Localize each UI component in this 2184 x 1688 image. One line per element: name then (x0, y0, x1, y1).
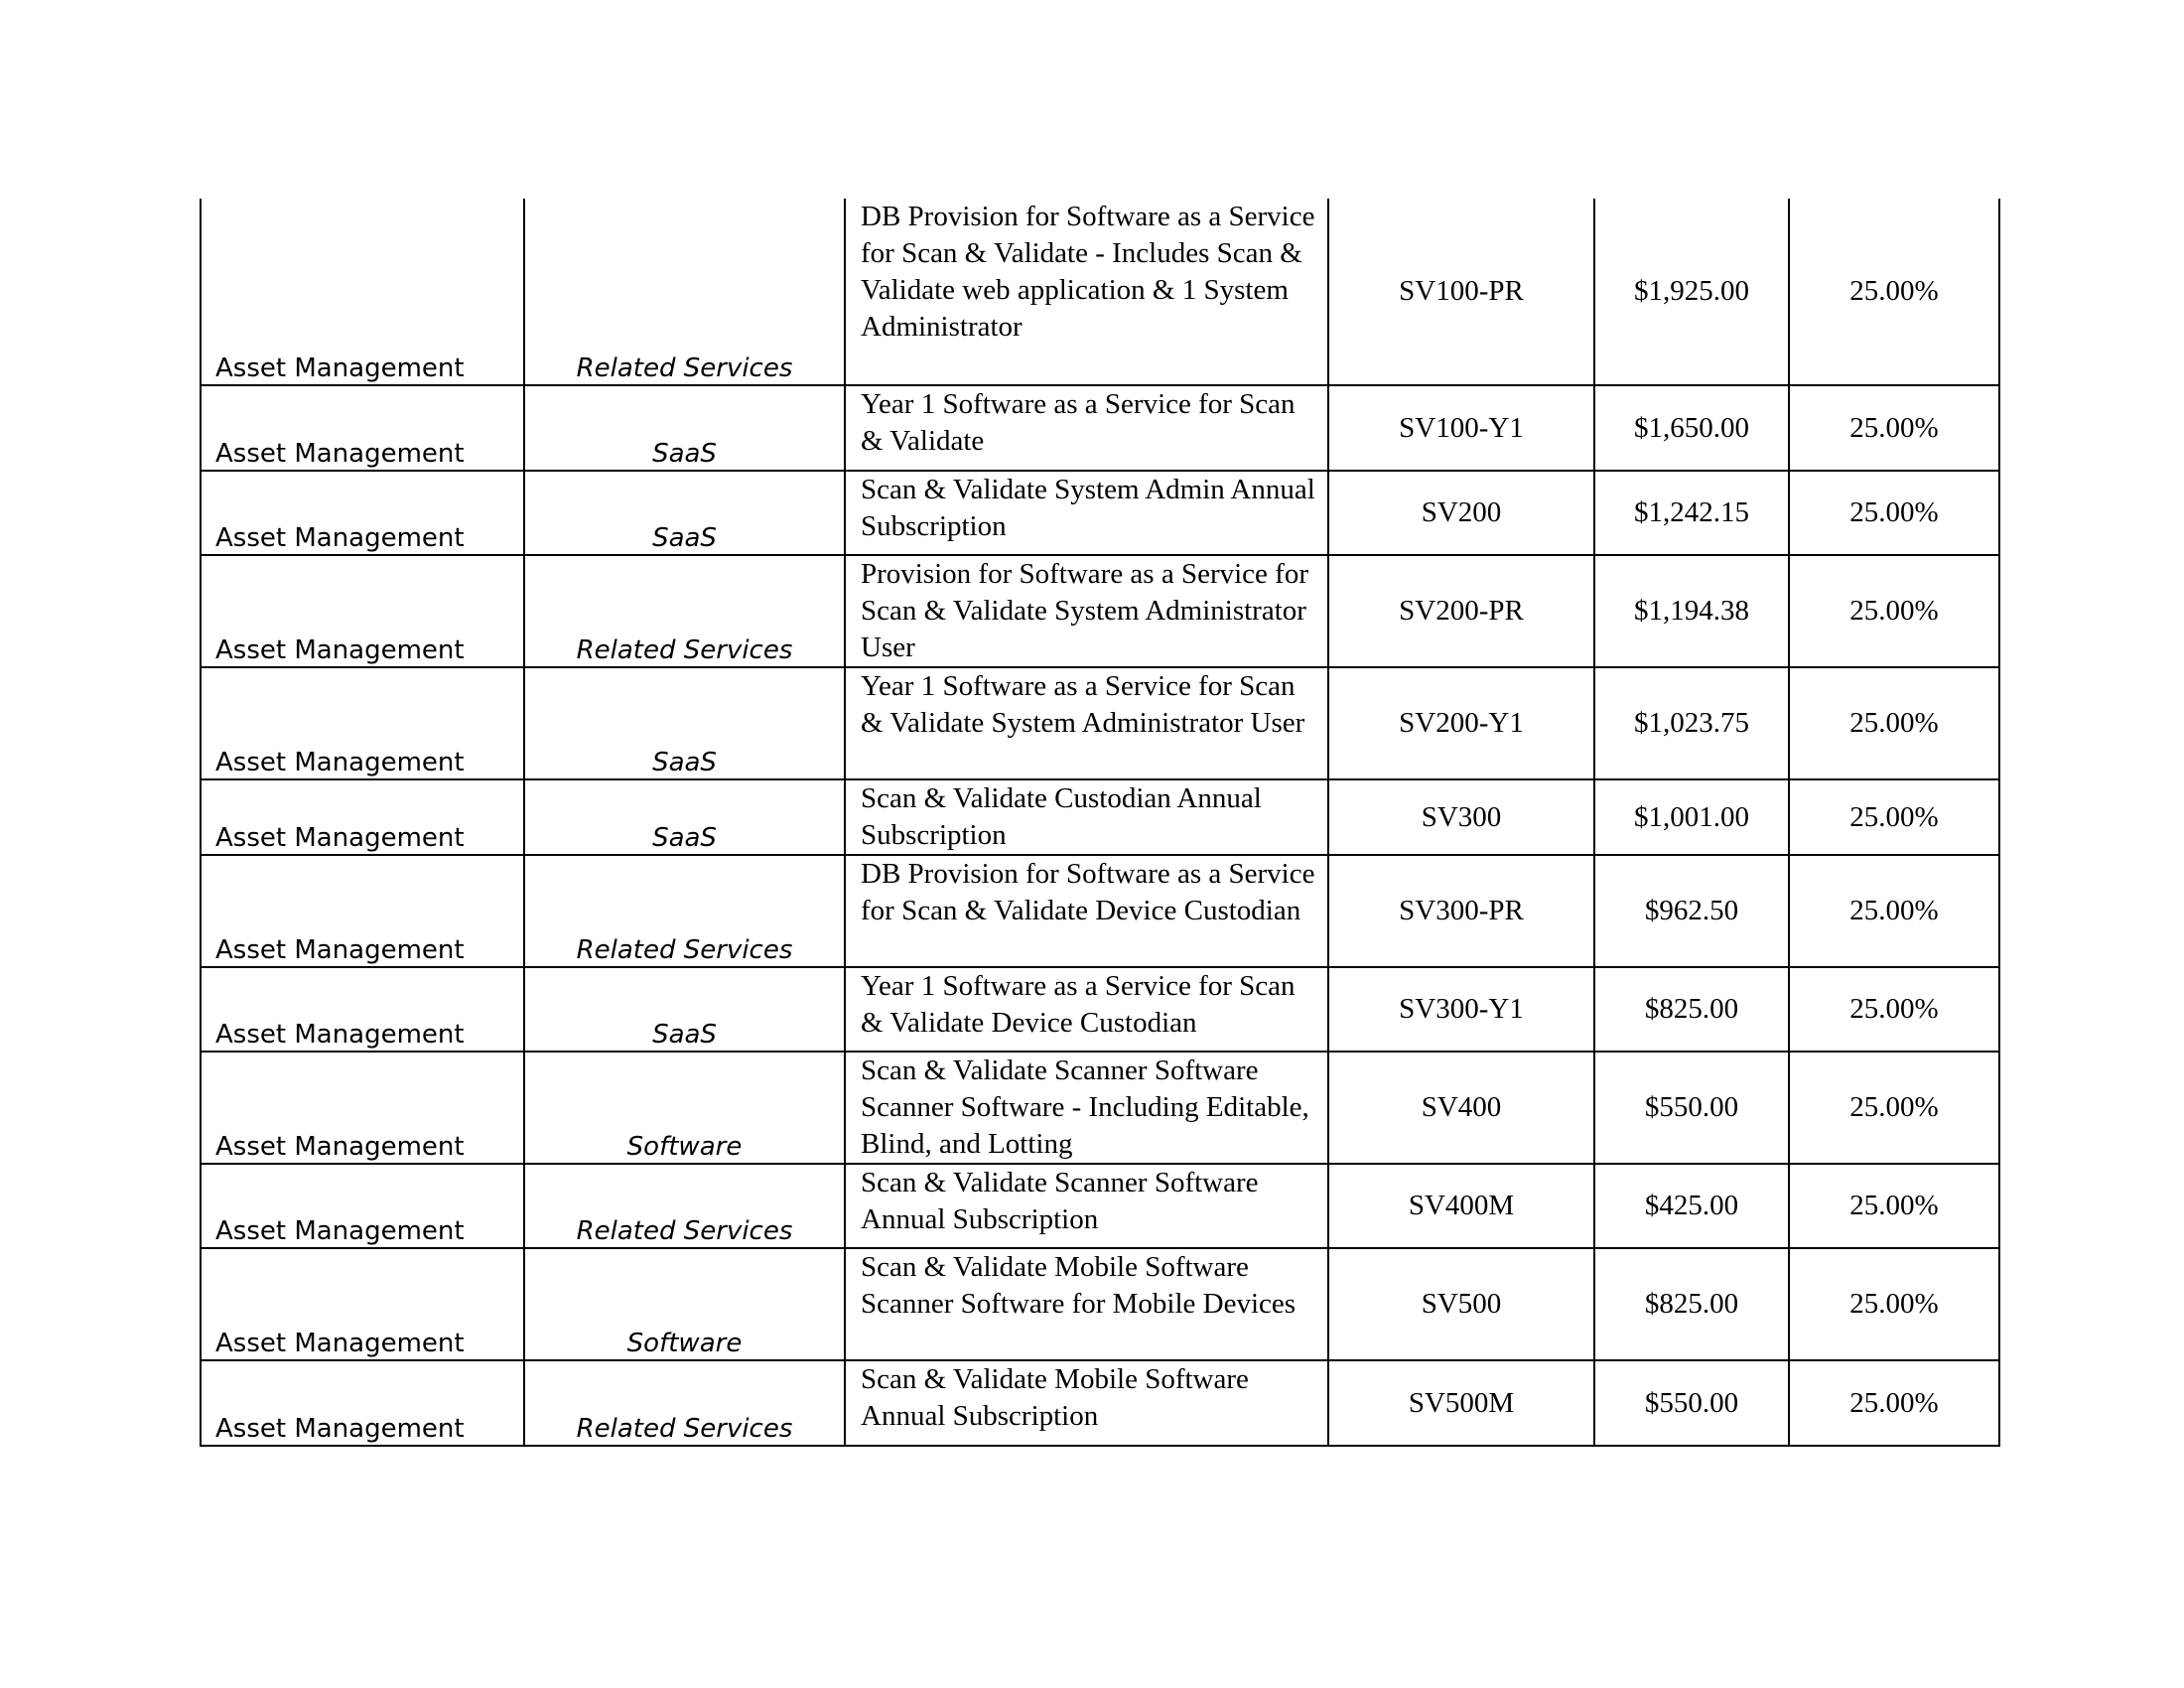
part-number-cell: SV200-PR (1328, 555, 1594, 667)
category-cell: Asset Management (201, 1164, 524, 1248)
discount-cell: 25.00% (1789, 1360, 1999, 1446)
type-cell: Related Services (524, 199, 845, 385)
discount-cell: 25.00% (1789, 779, 1999, 855)
price-cell: $962.50 (1594, 855, 1789, 967)
category-cell: Asset Management (201, 779, 524, 855)
price-cell: $1,242.15 (1594, 471, 1789, 555)
table-row (201, 555, 1999, 667)
type-cell: SaaS (524, 471, 845, 555)
description-cell: Scan & Validate System Admin Annual Subscription (845, 471, 1328, 555)
table-row (201, 471, 1999, 555)
type-cell: SaaS (524, 667, 845, 779)
description-cell: DB Provision for Software as a Service for Scan & Validate Device Custodian (845, 855, 1328, 967)
category-cell: Asset Management (201, 199, 524, 385)
part-number-cell: SV100-PR (1328, 199, 1594, 385)
discount-cell: 25.00% (1789, 967, 1999, 1052)
type-cell: Related Services (524, 1360, 845, 1446)
discount-cell: 25.00% (1789, 855, 1999, 967)
price-cell: $1,001.00 (1594, 779, 1789, 855)
category-cell: Asset Management (201, 1360, 524, 1446)
price-table (200, 199, 2000, 1447)
description-cell: Scan & Validate Mobile Software Scanner Software for Mobile Devices (845, 1248, 1328, 1360)
type-cell: SaaS (524, 967, 845, 1052)
table-row (201, 855, 1999, 967)
category-cell: Asset Management (201, 385, 524, 471)
price-cell: $425.00 (1594, 1164, 1789, 1248)
discount-cell: 25.00% (1789, 1052, 1999, 1164)
table-row (201, 779, 1999, 855)
category-cell: Asset Management (201, 667, 524, 779)
part-number-cell: SV200-Y1 (1328, 667, 1594, 779)
price-cell: $825.00 (1594, 1248, 1789, 1360)
table-row (201, 385, 1999, 471)
table-row (201, 1360, 1999, 1446)
part-number-cell: SV400 (1328, 1052, 1594, 1164)
discount-cell: 25.00% (1789, 1248, 1999, 1360)
description-cell: Year 1 Software as a Service for Scan & Validate Device Custodian (845, 967, 1328, 1052)
table-row (201, 667, 1999, 779)
table-row (201, 967, 1999, 1052)
discount-cell: 25.00% (1789, 667, 1999, 779)
type-cell: Software (524, 1248, 845, 1360)
description-cell: Scan & Validate Custodian Annual Subscription (845, 779, 1328, 855)
description-cell: Year 1 Software as a Service for Scan & Validate (845, 385, 1328, 471)
table-row (201, 1248, 1999, 1360)
part-number-cell: SV200 (1328, 471, 1594, 555)
type-cell: Related Services (524, 855, 845, 967)
price-cell: $550.00 (1594, 1052, 1789, 1164)
part-number-cell: SV400M (1328, 1164, 1594, 1248)
category-cell: Asset Management (201, 1052, 524, 1164)
type-cell: SaaS (524, 385, 845, 471)
price-cell: $550.00 (1594, 1360, 1789, 1446)
description-cell: Scan & Validate Scanner Software Annual Subscription (845, 1164, 1328, 1248)
discount-cell: 25.00% (1789, 199, 1999, 385)
part-number-cell: SV500M (1328, 1360, 1594, 1446)
description-cell: Scan & Validate Scanner Software Scanner Software - Including Editable, Blind, and Lotting (845, 1052, 1328, 1164)
discount-cell: 25.00% (1789, 555, 1999, 667)
price-cell: $1,925.00 (1594, 199, 1789, 385)
discount-cell: 25.00% (1789, 471, 1999, 555)
table-row (201, 199, 1999, 385)
discount-cell: 25.00% (1789, 1164, 1999, 1248)
part-number-cell: SV300 (1328, 779, 1594, 855)
description-cell: DB Provision for Software as a Service for Scan & Validate - Includes Scan & Validate web application & 1 System Administrator (845, 199, 1328, 385)
category-cell: Asset Management (201, 855, 524, 967)
part-number-cell: SV300-PR (1328, 855, 1594, 967)
part-number-cell: SV500 (1328, 1248, 1594, 1360)
description-cell: Scan & Validate Mobile Software Annual Subscription (845, 1360, 1328, 1446)
price-cell: $1,194.38 (1594, 555, 1789, 667)
table-row (201, 1164, 1999, 1248)
price-cell: $825.00 (1594, 967, 1789, 1052)
part-number-cell: SV100-Y1 (1328, 385, 1594, 471)
type-cell: Software (524, 1052, 845, 1164)
category-cell: Asset Management (201, 555, 524, 667)
description-cell: Provision for Software as a Service for Scan & Validate System Administrator User (845, 555, 1328, 667)
price-cell: $1,023.75 (1594, 667, 1789, 779)
type-cell: SaaS (524, 779, 845, 855)
discount-cell: 25.00% (1789, 385, 1999, 471)
type-cell: Related Services (524, 555, 845, 667)
part-number-cell: SV300-Y1 (1328, 967, 1594, 1052)
price-cell: $1,650.00 (1594, 385, 1789, 471)
category-cell: Asset Management (201, 471, 524, 555)
category-cell: Asset Management (201, 1248, 524, 1360)
description-cell: Year 1 Software as a Service for Scan & Validate System Administrator User (845, 667, 1328, 779)
table-row (201, 1052, 1999, 1164)
type-cell: Related Services (524, 1164, 845, 1248)
category-cell: Asset Management (201, 967, 524, 1052)
